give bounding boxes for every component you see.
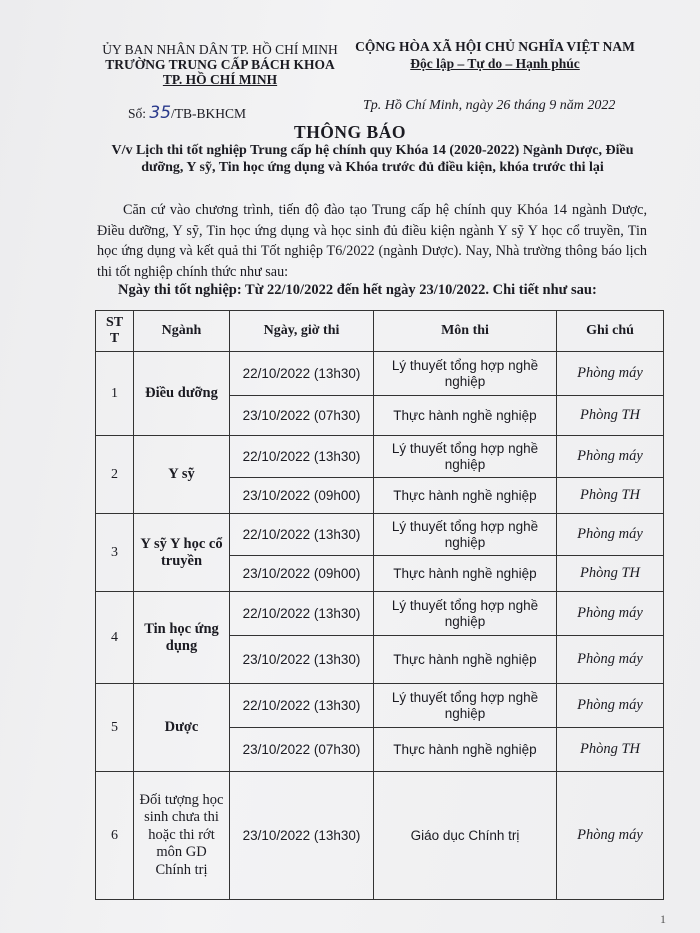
row-subject: Giáo dục Chính trị [374,772,557,900]
row-note: Phòng máy [557,636,664,684]
document-number-label: Số: [128,106,147,121]
header-stt: ST T [96,311,134,352]
table-header-row [96,311,664,352]
row-stt: 3 [96,514,134,592]
row-datetime: 23/10/2022 (09h00) [230,478,374,514]
document-number-suffix: /TB-BKHCM [171,106,247,121]
row-major: Đối tượng học sinh chưa thi hoặc thi rớt môn GD Chính trị [134,772,230,900]
row-datetime: 22/10/2022 (13h30) [230,436,374,478]
issuer-school: TRƯỜNG TRUNG CẤP BÁCH KHOA [105,57,335,72]
body-text: Căn cứ vào chương trình, tiến độ đào tạo Trung cấp hệ chính quy Khóa 14 ngành Dược, Điều dưỡng, Y sỹ, Tin học ứng dụng và học sinh đủ điều kiện ngành Y sỹ Y học cổ truyền, Tin học ứng dụng và kết quả thi Tốt nghiệp T6/2022 (ngành Dược). Nay, Nhà trường thông báo lịch thi tốt nghiệp chính thức như sau: [97,202,647,280]
row-datetime: 23/10/2022 (13h30) [230,772,374,900]
header-subject: Môn thi [374,311,557,352]
row-subject: Thực hành nghề nghiệp [374,478,557,514]
row-subject: Thực hành nghề nghiệp [374,728,557,772]
row-datetime: 23/10/2022 (13h30) [230,636,374,684]
national-motto: Độc lập – Tự do – Hạnh phúc [410,56,580,71]
row-note: Phòng máy [557,592,664,636]
exam-period: Ngày thi tốt nghiệp: Từ 22/10/2022 đến hết ngày 23/10/2022. Chi tiết như sau: [118,282,597,298]
row-major: Điều dưỡng [134,352,230,436]
header-datetime: Ngày, giờ thi [230,311,374,352]
row-subject: Thực hành nghề nghiệp [374,556,557,592]
table-row [96,352,664,396]
table-row [96,592,664,636]
row-datetime: 22/10/2022 (13h30) [230,684,374,728]
row-stt: 2 [96,436,134,514]
row-subject: Thực hành nghề nghiệp [374,636,557,684]
national-header [355,38,635,72]
row-note: Phòng máy [557,352,664,396]
row-subject: Lý thuyết tổng hợp nghề nghiệp [374,684,557,728]
table-row [96,514,664,556]
document-number [128,103,246,123]
row-stt: 1 [96,352,134,436]
row-major: Y sỹ [134,436,230,514]
row-datetime: 23/10/2022 (07h30) [230,728,374,772]
row-note: Phòng TH [557,728,664,772]
row-datetime: 23/10/2022 (09h00) [230,556,374,592]
row-major: Y sỹ Y học cổ truyền [134,514,230,592]
row-note: Phòng máy [557,772,664,900]
row-note: Phòng máy [557,514,664,556]
row-subject: Lý thuyết tổng hợp nghề nghiệp [374,592,557,636]
row-stt: 6 [96,772,134,900]
row-stt: 5 [96,684,134,772]
row-note: Phòng máy [557,684,664,728]
exam-schedule-table [95,310,664,900]
issuer-city: TP. HỒ CHÍ MINH [162,72,278,87]
table-row [96,772,664,900]
table-row [96,436,664,478]
issuer-authority: ỦY BAN NHÂN DÂN TP. HỒ CHÍ MINH [102,42,338,57]
row-datetime: 22/10/2022 (13h30) [230,514,374,556]
page-number: 1 [660,912,666,926]
header-major: Ngành [134,311,230,352]
row-major: Dược [134,684,230,772]
row-note: Phòng máy [557,436,664,478]
row-datetime: 22/10/2022 (13h30) [230,352,374,396]
header-note: Ghi chú [557,311,664,352]
body-paragraph [97,200,647,282]
document-title: THÔNG BÁO [294,122,406,142]
row-note: Phòng TH [557,396,664,436]
row-subject: Lý thuyết tổng hợp nghề nghiệp [374,436,557,478]
row-note: Phòng TH [557,478,664,514]
document-number-value: 35 [149,103,172,123]
row-note: Phòng TH [557,556,664,592]
issuer-header [95,42,345,87]
row-major: Tin học ứng dụng [134,592,230,684]
document-subject: V/v Lịch thi tốt nghiệp Trung cấp hệ chính quy Khóa 14 (2020-2022) Ngành Dược, Điều dưỡng, Y sỹ, Tin học ứng dụng và Khóa trước đủ điều kiện, khóa trước thi lại [111,143,634,175]
national-name: CỘNG HÒA XÃ HỘI CHỦ NGHĨA VIỆT NAM [355,39,635,54]
row-datetime: 22/10/2022 (13h30) [230,592,374,636]
table-row [96,684,664,728]
row-stt: 4 [96,592,134,684]
row-subject: Thực hành nghề nghiệp [374,396,557,436]
row-subject: Lý thuyết tổng hợp nghề nghiệp [374,514,557,556]
row-datetime: 23/10/2022 (07h30) [230,396,374,436]
row-subject: Lý thuyết tổng hợp nghề nghiệp [374,352,557,396]
document-date: Tp. Hồ Chí Minh, ngày 26 tháng 9 năm 2022 [363,98,616,113]
